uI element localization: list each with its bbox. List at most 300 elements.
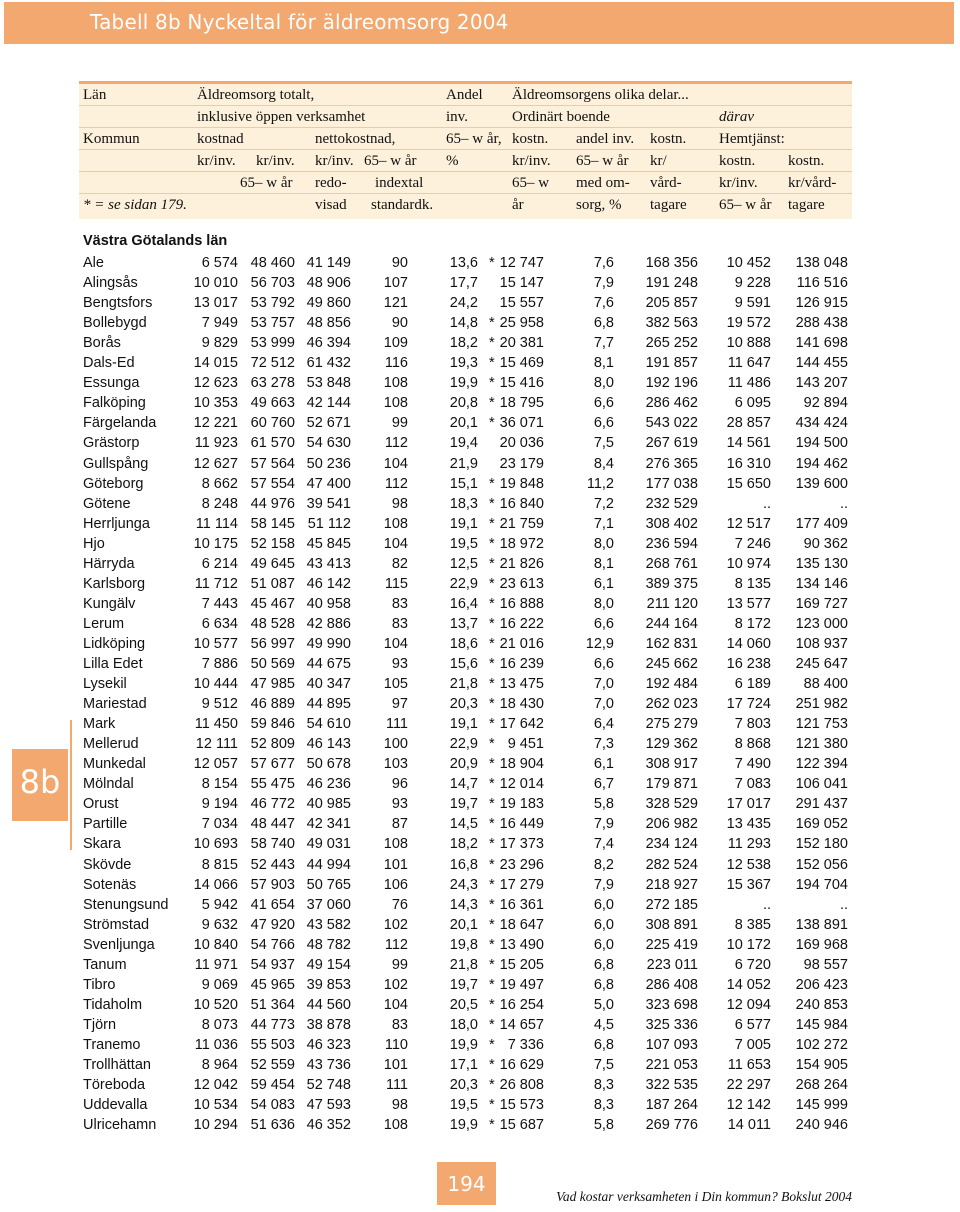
cell-hemtjanst-kostn: 13 435 <box>726 816 771 833</box>
cell-ordinart-kostn: 19 497 <box>499 976 544 993</box>
cell-andel-omsorg: 7,3 <box>593 736 614 753</box>
cell-footnote-mark: * <box>489 395 495 412</box>
cell-footnote-mark: * <box>489 956 495 973</box>
cell-hemtjanst-kostn: 8 385 <box>734 916 771 933</box>
cell-andel-omsorg: 7,7 <box>593 335 614 352</box>
table-row <box>0 654 960 674</box>
cell-hemtjanst-kostn: 11 293 <box>727 836 771 853</box>
cell-kostnad-inv: 53 999 <box>250 335 295 352</box>
cell-andel-65: 20,8 <box>449 395 478 412</box>
cell-kostnad-inv: 55 475 <box>250 776 295 793</box>
cell-kostnad-65: 11 712 <box>194 575 238 592</box>
cell-andel-65: 21,8 <box>449 676 478 693</box>
header-darav: därav <box>719 109 754 125</box>
cell-footnote-mark: * <box>489 896 495 913</box>
cell-kostnad-inv: 48 460 <box>250 255 295 271</box>
cell-andel-65: 20,1 <box>449 415 478 432</box>
cell-kostn-vardtagare: 267 619 <box>645 435 698 452</box>
cell-kostnad-inv: 58 740 <box>250 836 295 853</box>
cell-kostnad-inv: 45 467 <box>250 595 295 612</box>
cell-kostn-vardtagare: 276 365 <box>645 455 698 472</box>
cell-footnote-mark: * <box>489 595 495 612</box>
header-tagare: tagare <box>650 197 687 213</box>
header-65-w-ar: 65– w år <box>576 153 629 169</box>
cell-ordinart-kostn: 16 254 <box>499 996 544 1013</box>
cell-indextal: 96 <box>391 776 408 793</box>
cell-footnote-mark: * <box>489 736 495 753</box>
cell-andel-65: 15,1 <box>449 475 478 492</box>
cell-ordinart-kostn: 23 296 <box>499 856 544 873</box>
cell-footnote-mark: * <box>489 816 495 833</box>
cell-kostnad-inv: 54 083 <box>250 1097 295 1114</box>
cell-ordinart-kostn: 19 183 <box>499 796 544 813</box>
cell-kostn-vardtagare: 282 524 <box>645 856 698 873</box>
cell-indextal: 109 <box>383 335 408 352</box>
cell-footnote-mark: * <box>489 1077 495 1094</box>
cell-ordinart-kostn: 14 657 <box>499 1016 544 1033</box>
cell-hemtjanst-vardtagare: 106 041 <box>795 776 848 793</box>
cell-kostnad-inv: 58 145 <box>250 515 295 532</box>
cell-ordinart-kostn: 17 642 <box>499 716 544 733</box>
kommun-name: Tranemo <box>83 1036 141 1053</box>
kommun-name: Göteborg <box>83 475 144 492</box>
table-row <box>0 895 960 915</box>
cell-hemtjanst-vardtagare: 240 946 <box>795 1117 848 1134</box>
cell-ordinart-kostn: 7 336 <box>507 1036 544 1053</box>
cell-hemtjanst-vardtagare: 121 380 <box>795 736 848 753</box>
cell-andel-65: 20,1 <box>449 916 478 933</box>
cell-ordinart-kostn: 20 036 <box>499 435 544 452</box>
cell-andel-omsorg: 8,4 <box>593 455 614 472</box>
cell-kostn-vardtagare: 389 375 <box>645 575 698 592</box>
cell-kostn-vardtagare: 107 093 <box>645 1036 698 1053</box>
cell-kostnad-65: 10 840 <box>193 936 238 953</box>
cell-andel-65: 16,4 <box>449 595 478 612</box>
cell-footnote-mark: * <box>489 615 495 632</box>
cell-ordinart-kostn: 15 687 <box>499 1117 544 1134</box>
cell-kostnad-inv: 54 766 <box>250 936 295 953</box>
table-row <box>0 494 960 514</box>
cell-hemtjanst-vardtagare: 169 052 <box>795 816 848 833</box>
cell-ordinart-kostn: 21 826 <box>499 555 544 572</box>
cell-kostnad-65: 7 886 <box>201 656 238 672</box>
kommun-name: Herrljunga <box>83 515 150 532</box>
cell-kostnad-inv: 72 512 <box>250 355 295 372</box>
cell-hemtjanst-vardtagare: 92 894 <box>803 395 848 412</box>
cell-hemtjanst-kostn: 8 135 <box>734 575 771 592</box>
cell-andel-omsorg: 6,6 <box>593 415 614 432</box>
cell-andel-65: 14,8 <box>449 315 478 332</box>
cell-andel-65: 18,2 <box>449 836 478 853</box>
cell-footnote-mark: * <box>489 696 495 713</box>
table-row <box>0 794 960 814</box>
cell-hemtjanst-kostn: 11 647 <box>727 355 771 372</box>
header-kr-inv: kr/inv. <box>512 153 551 169</box>
cell-kostn-vardtagare: 206 982 <box>645 816 698 833</box>
table-row <box>0 474 960 494</box>
header-indextal: indextal <box>375 175 424 191</box>
header-ordinart-boende: Ordinärt boende <box>512 109 610 125</box>
header-sorg: sorg, % <box>576 197 622 213</box>
cell-hemtjanst-vardtagare: 152 056 <box>795 856 848 873</box>
table-row <box>0 413 960 433</box>
cell-ordinart-kostn: 23 179 <box>499 455 544 472</box>
cell-hemtjanst-vardtagare: 88 400 <box>803 676 848 693</box>
cell-kostnad-65: 12 623 <box>193 375 238 392</box>
cell-kostn-vardtagare: 323 698 <box>645 996 698 1013</box>
cell-kostn-vardtagare: 211 120 <box>646 595 698 612</box>
cell-indextal: 90 <box>391 315 408 332</box>
cell-kostnad-inv: 63 278 <box>250 375 295 392</box>
cell-hemtjanst-vardtagare: 98 557 <box>803 956 848 973</box>
header-kostn: kostn. <box>512 131 549 147</box>
cell-indextal: 106 <box>383 876 408 893</box>
cell-kostnad-inv: 46 889 <box>250 696 295 713</box>
cell-nettokostnad: 46 323 <box>306 1036 351 1053</box>
cell-footnote-mark: * <box>489 756 495 773</box>
side-tab <box>12 749 68 821</box>
cell-kostnad-inv: 53 792 <box>250 295 295 312</box>
cell-nettokostnad: 40 347 <box>306 676 351 693</box>
cell-andel-65: 17,1 <box>449 1057 478 1073</box>
cell-andel-omsorg: 7,5 <box>593 435 614 452</box>
cell-kostnad-65: 9 069 <box>201 976 238 993</box>
table-row <box>0 373 960 393</box>
header-65-w: 65– w <box>512 175 550 191</box>
cell-hemtjanst-kostn: 12 538 <box>726 856 771 873</box>
cell-kostn-vardtagare: 382 563 <box>645 315 698 332</box>
cell-ordinart-kostn: 16 629 <box>499 1057 544 1073</box>
cell-nettokostnad: 61 432 <box>306 355 351 372</box>
cell-nettokostnad: 43 413 <box>306 555 351 572</box>
cell-indextal: 115 <box>384 575 408 592</box>
cell-hemtjanst-vardtagare: 116 516 <box>796 275 848 292</box>
table-row <box>0 1015 960 1035</box>
cell-andel-65: 19,7 <box>449 976 478 993</box>
cell-kostn-vardtagare: 308 402 <box>645 515 698 532</box>
cell-hemtjanst-kostn: 6 720 <box>734 956 771 973</box>
cell-andel-65: 18,2 <box>449 335 478 352</box>
kommun-name: Bengtsfors <box>83 295 153 312</box>
cell-kostnad-65: 12 042 <box>193 1077 238 1094</box>
region-heading: Västra Götalands län <box>83 233 228 249</box>
cell-nettokostnad: 41 149 <box>306 255 351 271</box>
cell-andel-omsorg: 6,1 <box>593 575 614 592</box>
cell-kostn-vardtagare: 177 038 <box>645 475 698 492</box>
cell-andel-omsorg: 8,3 <box>593 1097 614 1114</box>
cell-kostn-vardtagare: 205 857 <box>645 295 698 312</box>
cell-indextal: 83 <box>391 615 408 632</box>
cell-footnote-mark: * <box>489 335 495 352</box>
table-row <box>0 1075 960 1095</box>
cell-kostn-vardtagare: 162 831 <box>645 635 698 652</box>
cell-andel-65: 19,4 <box>449 435 478 452</box>
cell-kostnad-65: 9 829 <box>201 335 238 352</box>
cell-hemtjanst-vardtagare: 251 982 <box>795 696 848 713</box>
cell-nettokostnad: 46 394 <box>306 335 351 352</box>
cell-andel-65: 24,2 <box>449 295 478 312</box>
cell-nettokostnad: 43 582 <box>306 916 351 933</box>
kommun-name: Mariestad <box>83 696 147 713</box>
cell-ordinart-kostn: 16 449 <box>499 816 544 833</box>
cell-kostnad-65: 8 154 <box>201 776 238 793</box>
cell-andel-omsorg: 8,0 <box>593 375 614 392</box>
cell-kostnad-inv: 48 528 <box>250 615 295 632</box>
cell-ordinart-kostn: 16 888 <box>499 595 544 612</box>
cell-hemtjanst-vardtagare: 169 727 <box>795 595 848 612</box>
header-ar: år <box>512 197 524 213</box>
cell-kostnad-inv: 59 846 <box>250 716 295 733</box>
cell-kostnad-65: 8 073 <box>201 1016 238 1033</box>
header-kr-vard: kr/vård- <box>788 175 837 191</box>
cell-indextal: 121 <box>383 295 408 312</box>
cell-indextal: 93 <box>391 656 408 672</box>
cell-hemtjanst-vardtagare: 143 207 <box>795 375 848 392</box>
cell-kostnad-inv: 51 087 <box>250 575 295 592</box>
kommun-name: Tibro <box>83 976 116 993</box>
cell-indextal: 107 <box>383 275 408 292</box>
cell-kostnad-65: 12 111 <box>195 736 238 753</box>
cell-indextal: 108 <box>383 375 408 392</box>
cell-hemtjanst-vardtagare: 245 647 <box>795 656 848 672</box>
table-row <box>0 995 960 1015</box>
cell-kostnad-inv: 46 772 <box>250 796 295 813</box>
cell-ordinart-kostn: 18 647 <box>499 916 544 933</box>
cell-andel-omsorg: 7,9 <box>593 816 614 833</box>
cell-hemtjanst-kostn: 12 517 <box>726 515 771 532</box>
cell-andel-omsorg: 6,8 <box>593 976 614 993</box>
cell-hemtjanst-vardtagare: 206 423 <box>795 976 848 993</box>
cell-footnote-mark: * <box>489 796 495 813</box>
cell-ordinart-kostn: 21 016 <box>499 635 544 652</box>
cell-kostnad-inv: 49 663 <box>250 395 295 412</box>
cell-nettokostnad: 54 630 <box>306 435 351 452</box>
table-row <box>0 594 960 614</box>
cell-andel-omsorg: 6,0 <box>593 936 614 953</box>
cell-kostnad-65: 10 520 <box>193 996 238 1013</box>
cell-andel-omsorg: 8,2 <box>593 856 614 873</box>
cell-ordinart-kostn: 12 014 <box>499 776 544 793</box>
cell-footnote-mark: * <box>489 1097 495 1114</box>
cell-kostnad-65: 10 577 <box>193 635 238 652</box>
cell-ordinart-kostn: 23 613 <box>499 575 544 592</box>
table-row <box>0 1115 960 1135</box>
cell-andel-65: 18,6 <box>449 635 478 652</box>
kommun-name: Ale <box>83 255 104 271</box>
kommun-name: Töreboda <box>83 1077 146 1094</box>
cell-kostn-vardtagare: 192 484 <box>645 676 698 693</box>
table-row <box>0 674 960 694</box>
cell-kostnad-65: 10 175 <box>193 535 238 552</box>
cell-footnote-mark: * <box>489 315 495 332</box>
cell-kostn-vardtagare: 221 053 <box>645 1057 698 1073</box>
cell-kostnad-inv: 51 364 <box>250 996 295 1013</box>
table-row <box>0 273 960 293</box>
cell-kostn-vardtagare: 179 871 <box>645 776 698 793</box>
cell-kostnad-65: 9 512 <box>201 696 238 713</box>
cell-kostnad-65: 10 294 <box>193 1117 238 1134</box>
kommun-name: Partille <box>83 816 128 833</box>
cell-kostnad-65: 12 057 <box>193 756 238 773</box>
cell-kostnad-inv: 57 554 <box>250 475 295 492</box>
cell-hemtjanst-vardtagare: 194 462 <box>795 455 848 472</box>
cell-kostnad-65: 8 248 <box>201 495 238 512</box>
cell-kostn-vardtagare: 223 011 <box>646 956 698 973</box>
cell-andel-omsorg: 4,5 <box>593 1016 614 1033</box>
table-row <box>0 955 960 975</box>
cell-andel-65: 21,9 <box>449 455 478 472</box>
cell-indextal: 87 <box>391 816 408 833</box>
cell-hemtjanst-kostn: 6 189 <box>734 676 771 693</box>
cell-andel-omsorg: 5,8 <box>593 1117 614 1134</box>
cell-kostnad-inv: 56 997 <box>250 635 295 652</box>
cell-kostnad-inv: 52 559 <box>250 1057 295 1073</box>
cell-kostnad-65: 14 015 <box>193 355 238 372</box>
table-row <box>0 875 960 895</box>
cell-nettokostnad: 49 990 <box>306 635 351 652</box>
cell-hemtjanst-vardtagare: 291 437 <box>795 796 848 813</box>
cell-hemtjanst-kostn: 8 868 <box>734 736 771 753</box>
cell-nettokostnad: 52 671 <box>306 415 351 432</box>
cell-andel-omsorg: 7,0 <box>593 676 614 693</box>
header-kr-inv: kr/inv. <box>719 175 758 191</box>
cell-nettokostnad: 48 906 <box>306 275 351 292</box>
kommun-name: Bollebygd <box>83 315 147 332</box>
cell-indextal: 105 <box>383 676 408 693</box>
cell-andel-omsorg: 11,2 <box>586 475 614 492</box>
header-med-om: med om- <box>576 175 630 191</box>
cell-footnote-mark: * <box>489 555 495 572</box>
cell-nettokostnad: 51 112 <box>307 515 351 532</box>
cell-footnote-mark: * <box>489 936 495 953</box>
header-andel: Andel <box>446 87 483 103</box>
cell-ordinart-kostn: 15 205 <box>499 956 544 973</box>
cell-andel-omsorg: 5,8 <box>593 796 614 813</box>
table-row <box>0 333 960 353</box>
cell-indextal: 100 <box>383 736 408 753</box>
cell-hemtjanst-vardtagare: 102 272 <box>795 1036 848 1053</box>
header-65-w-ar: 65– w år <box>240 175 293 191</box>
cell-kostn-vardtagare: 269 776 <box>645 1117 698 1134</box>
cell-kostnad-inv: 49 645 <box>250 555 295 572</box>
header-65-w-ar: 65– w år <box>719 197 772 213</box>
cell-andel-65: 13,6 <box>449 255 478 271</box>
header-65-w-ar: 65– w år <box>364 153 417 169</box>
cell-hemtjanst-vardtagare: .. <box>839 896 848 913</box>
cell-hemtjanst-vardtagare: 144 455 <box>795 355 848 372</box>
cell-andel-65: 22,9 <box>449 736 478 753</box>
header-kommun: Kommun <box>83 131 140 147</box>
cell-andel-omsorg: 8,3 <box>593 1077 614 1094</box>
cell-nettokostnad: 40 958 <box>306 595 351 612</box>
table-row <box>0 734 960 754</box>
cell-kostnad-65: 10 010 <box>193 275 238 292</box>
cell-andel-omsorg: 7,4 <box>593 836 614 853</box>
cell-ordinart-kostn: 21 759 <box>499 515 544 532</box>
cell-kostn-vardtagare: 308 891 <box>645 916 698 933</box>
cell-nettokostnad: 49 031 <box>306 836 351 853</box>
cell-hemtjanst-vardtagare: 122 394 <box>795 756 848 773</box>
cell-nettokostnad: 49 154 <box>306 956 351 973</box>
cell-andel-65: 14,3 <box>449 896 478 913</box>
cell-kostn-vardtagare: 322 535 <box>645 1077 698 1094</box>
cell-hemtjanst-kostn: 14 561 <box>726 435 771 452</box>
cell-nettokostnad: 40 985 <box>306 796 351 813</box>
cell-hemtjanst-kostn: 11 486 <box>727 375 771 392</box>
cell-nettokostnad: 42 144 <box>306 395 351 412</box>
cell-indextal: 99 <box>391 415 408 432</box>
cell-kostnad-65: 11 114 <box>195 515 238 532</box>
header-visad: visad <box>315 197 347 213</box>
kommun-name: Karlsborg <box>83 575 146 592</box>
cell-indextal: 98 <box>391 495 408 512</box>
cell-hemtjanst-kostn: 7 803 <box>734 716 771 733</box>
header-kostn: kostn. <box>650 131 687 147</box>
cell-kostn-vardtagare: 225 419 <box>645 936 698 953</box>
kommun-name: Dals-Ed <box>83 355 135 372</box>
cell-nettokostnad: 52 748 <box>306 1077 351 1094</box>
cell-hemtjanst-kostn: 15 650 <box>726 475 771 492</box>
cell-nettokostnad: 37 060 <box>306 896 351 913</box>
cell-footnote-mark: * <box>489 495 495 512</box>
table-header <box>79 81 852 219</box>
cell-kostnad-65: 11 036 <box>194 1036 238 1053</box>
kommun-name: Orust <box>83 796 119 813</box>
cell-kostnad-65: 7 034 <box>201 816 238 833</box>
table-row <box>0 814 960 834</box>
cell-andel-65: 15,6 <box>449 656 478 672</box>
kommun-name: Gullspång <box>83 455 149 472</box>
cell-andel-omsorg: 8,1 <box>593 355 614 372</box>
header-olika-delar: Äldreomsorgens olika delar... <box>512 87 689 103</box>
cell-indextal: 112 <box>384 435 408 452</box>
cell-kostn-vardtagare: 244 164 <box>645 615 698 632</box>
cell-kostn-vardtagare: 328 529 <box>645 796 698 813</box>
cell-andel-omsorg: 7,2 <box>593 495 614 512</box>
cell-hemtjanst-kostn: 7 083 <box>734 776 771 793</box>
cell-ordinart-kostn: 16 222 <box>499 615 544 632</box>
cell-kostnad-inv: 48 447 <box>250 816 295 833</box>
cell-kostn-vardtagare: 286 408 <box>645 976 698 993</box>
cell-hemtjanst-kostn: 14 011 <box>727 1117 771 1134</box>
kommun-name: Götene <box>83 495 131 512</box>
cell-hemtjanst-vardtagare: 177 409 <box>795 515 848 532</box>
cell-ordinart-kostn: 13 475 <box>499 676 544 693</box>
cell-andel-65: 13,7 <box>449 615 478 632</box>
header-kr-slash: kr/ <box>650 153 667 169</box>
cell-ordinart-kostn: 18 904 <box>499 756 544 773</box>
cell-kostn-vardtagare: 262 023 <box>645 696 698 713</box>
cell-kostnad-65: 9 194 <box>201 796 238 813</box>
cell-hemtjanst-kostn: 14 052 <box>726 976 771 993</box>
cell-ordinart-kostn: 15 469 <box>499 355 544 372</box>
cell-hemtjanst-kostn: 17 017 <box>726 796 771 813</box>
cell-andel-65: 19,9 <box>449 375 478 392</box>
cell-kostnad-65: 8 662 <box>201 475 238 492</box>
cell-kostnad-65: 12 221 <box>193 415 238 432</box>
cell-andel-omsorg: 8,0 <box>593 595 614 612</box>
cell-nettokostnad: 42 886 <box>306 615 351 632</box>
header-rule <box>79 171 852 172</box>
cell-kostnad-65: 11 923 <box>194 435 238 452</box>
cell-nettokostnad: 47 593 <box>306 1097 351 1114</box>
cell-andel-65: 20,3 <box>449 696 478 713</box>
table-row <box>0 774 960 794</box>
kommun-name: Tidaholm <box>83 996 143 1013</box>
cell-footnote-mark: * <box>489 836 495 853</box>
cell-hemtjanst-vardtagare: 152 180 <box>795 836 848 853</box>
table-row <box>0 393 960 413</box>
